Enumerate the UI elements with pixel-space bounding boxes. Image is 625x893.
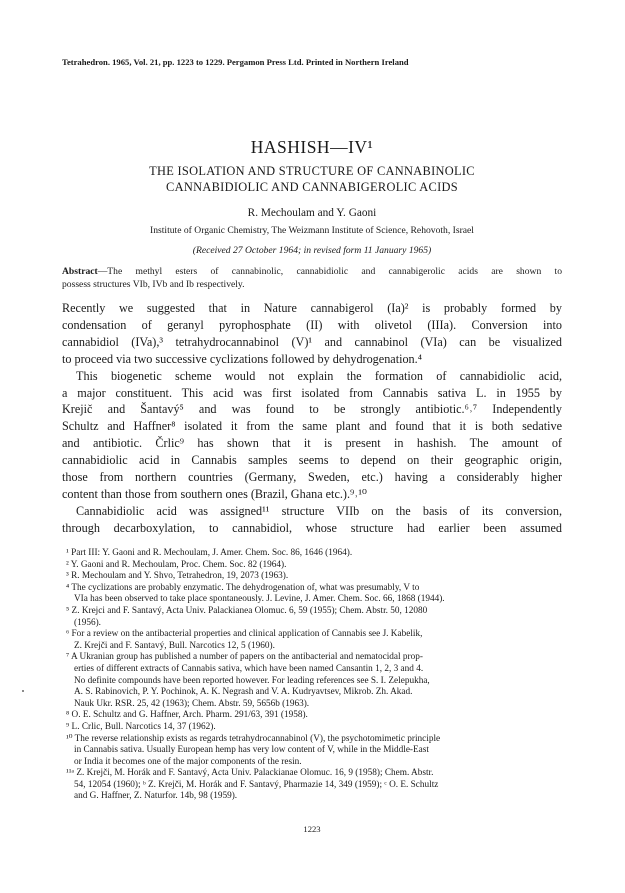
footnote-line: ⁷ A Ukranian group has published a number of papers on the antibacterial and nematocidal prop- [66, 652, 423, 663]
footnote-line: VIa has been observed to take place spontaneously. J. Levine, J. Amer. Chem. Soc. 66, 1868 (1944). [74, 594, 445, 605]
footnote-line: ² Y. Gaoni and R. Mechoulam, Proc. Chem. Soc. 82 (1964). [66, 559, 287, 570]
abstract-text-1: —The methyl esters of cannabinolic, cannabidiolic and cannabigerolic acids are shown to [97, 266, 562, 277]
footnote-line: ⁸ O. E. Schultz and G. Haffner, Arch. Pharm. 291/63, 391 (1958). [66, 710, 308, 721]
footnote-line: or India it becomes one of the major components of the resin. [74, 756, 302, 767]
footnote-line: ⁶ For a review on the antibacterial properties and clinical application of Cannabis see J. Kabelik, [66, 629, 423, 640]
body-line: Recently we suggested that in Nature cannabigerol (Ia)² is probably formed by [62, 301, 562, 315]
footnote-line: ¹⁰ The reverse relationship exists as regards tetrahydrocannabinol (V), the psychotomimetic principle [66, 733, 441, 744]
body-line: Schultz and Haffner⁸ isolated it from the same plant and found that it is both sedative [62, 419, 562, 434]
footnote-line: Nauk Ukr. RSR. 25, 42 (1963); Chem. Abstr. 59, 5656b (1963). [74, 698, 310, 709]
abstract-label: Abstract [62, 266, 98, 277]
footnote-line: ⁹ L. Črlic, Bull. Narcotics 14, 37 (1962). [66, 721, 216, 732]
footnote-line: ⁴ The cyclizations are probably enzymatic. The dehydrogenation of, what was presumably, V to [66, 582, 420, 593]
body-line: cannabidiolic acid in Cannabis samples seems to depend on their geographic origin, [62, 453, 562, 468]
body-line: condensation of geranyl pyrophosphate (II) with olivetol (IIIa). Conversion into [62, 317, 562, 332]
body-line: content than those from southern ones (Brazil, Ghana etc.).⁹˒¹⁰ [62, 486, 367, 501]
page-number: 1223 [303, 824, 321, 834]
received-date: (Received 27 October 1964; in revised form 11 January 1965) [192, 245, 432, 256]
body-line: to proceed via two successive cyclizations followed by dehydrogenation.⁴ [62, 351, 422, 366]
authors: R. Mechoulam and Y. Gaoni [247, 207, 377, 219]
footnote-line: ¹ Part III: Y. Gaoni and R. Mechoulam, J. Amer. Chem. Soc. 86, 1646 (1964). [66, 548, 353, 558]
footnote-line: ³ R. Mechoulam and Y. Shvo, Tetrahedron, 19, 2073 (1963). [66, 571, 289, 582]
abstract [62, 266, 562, 291]
footnote-line: A. S. Rabinovich, P. Y. Pochinok, A. K. Negrash and V. A. Kudryavtsev, Mikrob. Zh. Akad. [74, 687, 413, 698]
body-line: those from northern countries (Germany, Sweden, etc.) having a considerably higher [62, 470, 562, 485]
journal-header: Tetrahedron. 1965, Vol. 21, pp. 1223 to 1229. Pergamon Press Ltd. Printed in Northern Ireland [62, 57, 409, 67]
footnote-line: ¹¹ᵃ Z. Krejči, M. Horák and F. Šantavý, Acta Univ. Palackianae Olomuc. 16, 9 (1958); Chem. Abstr. [66, 768, 434, 779]
footnote-line: No definite compounds have been reported however. For leading references see S. I. Zelepukha, [74, 675, 430, 686]
footnotes [62, 548, 562, 803]
article-title: HASHISH—IV¹ [250, 137, 374, 157]
footnote-line: in Cannabis sativa. Usually European hemp has very low content of V, while in the Middle-East [74, 745, 429, 756]
body-line: and antibiotic. Črlic⁹ has shown that it is present in hashish. The amount of [62, 436, 562, 451]
body-line: through decarboxylation, to cannabidiol, whose structure had earlier been assumed [62, 520, 562, 535]
abstract-line-1 [62, 266, 562, 279]
footnote-line: 54, 12054 (1960); ᵇ Z. Krejči, M. Horák and F. Šantavý, Pharmazie 14, 349 (1959); ᶜ O. E. Schultz [74, 779, 439, 790]
footnote-line: Z. Krejči and F. Šantavý, Bull. Narcotics 12, 5 (1960). [74, 640, 275, 651]
subtitle-line-2: CANNABIDIOLIC AND CANNABIGEROLIC ACIDS [166, 180, 458, 194]
article-subtitle [62, 163, 562, 195]
abstract-line-2: possess structures VIb, IVb and Ib respectively. [62, 278, 245, 290]
footnote-line: erties of different extracts of Cannabis sativa, which have been named Cansantin 1, 2, 3 and 4. [74, 663, 424, 674]
affiliation: Institute of Organic Chemistry, The Weizmann Institute of Science, Rehovoth, Israel [150, 225, 474, 236]
footnote-line: ⁵ Z. Krejci and F. Šantavý, Acta Univ. Palackianea Olomuc. 6, 59 (1955); Chem. Abstr. 50, 12080 [66, 605, 428, 616]
footnote-line: (1956). [74, 617, 101, 628]
body-line: This biogenetic scheme would not explain the formation of cannabidiolic acid, [76, 368, 562, 383]
scan-speck [22, 690, 24, 692]
body-line: Krejič and Šantavý⁵ and was found to be strongly antibiotic.⁶˒⁷ Independently [62, 402, 562, 417]
subtitle-line-1: THE ISOLATION AND STRUCTURE OF CANNABINOLIC [149, 164, 475, 178]
body-text [62, 300, 562, 537]
body-line: cannabidiol (IVa),³ tetrahydrocannabinol (V)¹ and cannabinol (VIa) can be visualized [62, 334, 562, 349]
body-line: a major constituent. This acid was first isolated from Cannabis sativa L. in 1955 by [62, 385, 562, 400]
body-line: Cannabidiolic acid was assigned¹¹ structure VIIb on the basis of its conversion, [76, 503, 562, 518]
footnote-line: and G. Haffner, Z. Naturfor. 14b, 98 (1959). [74, 791, 238, 802]
